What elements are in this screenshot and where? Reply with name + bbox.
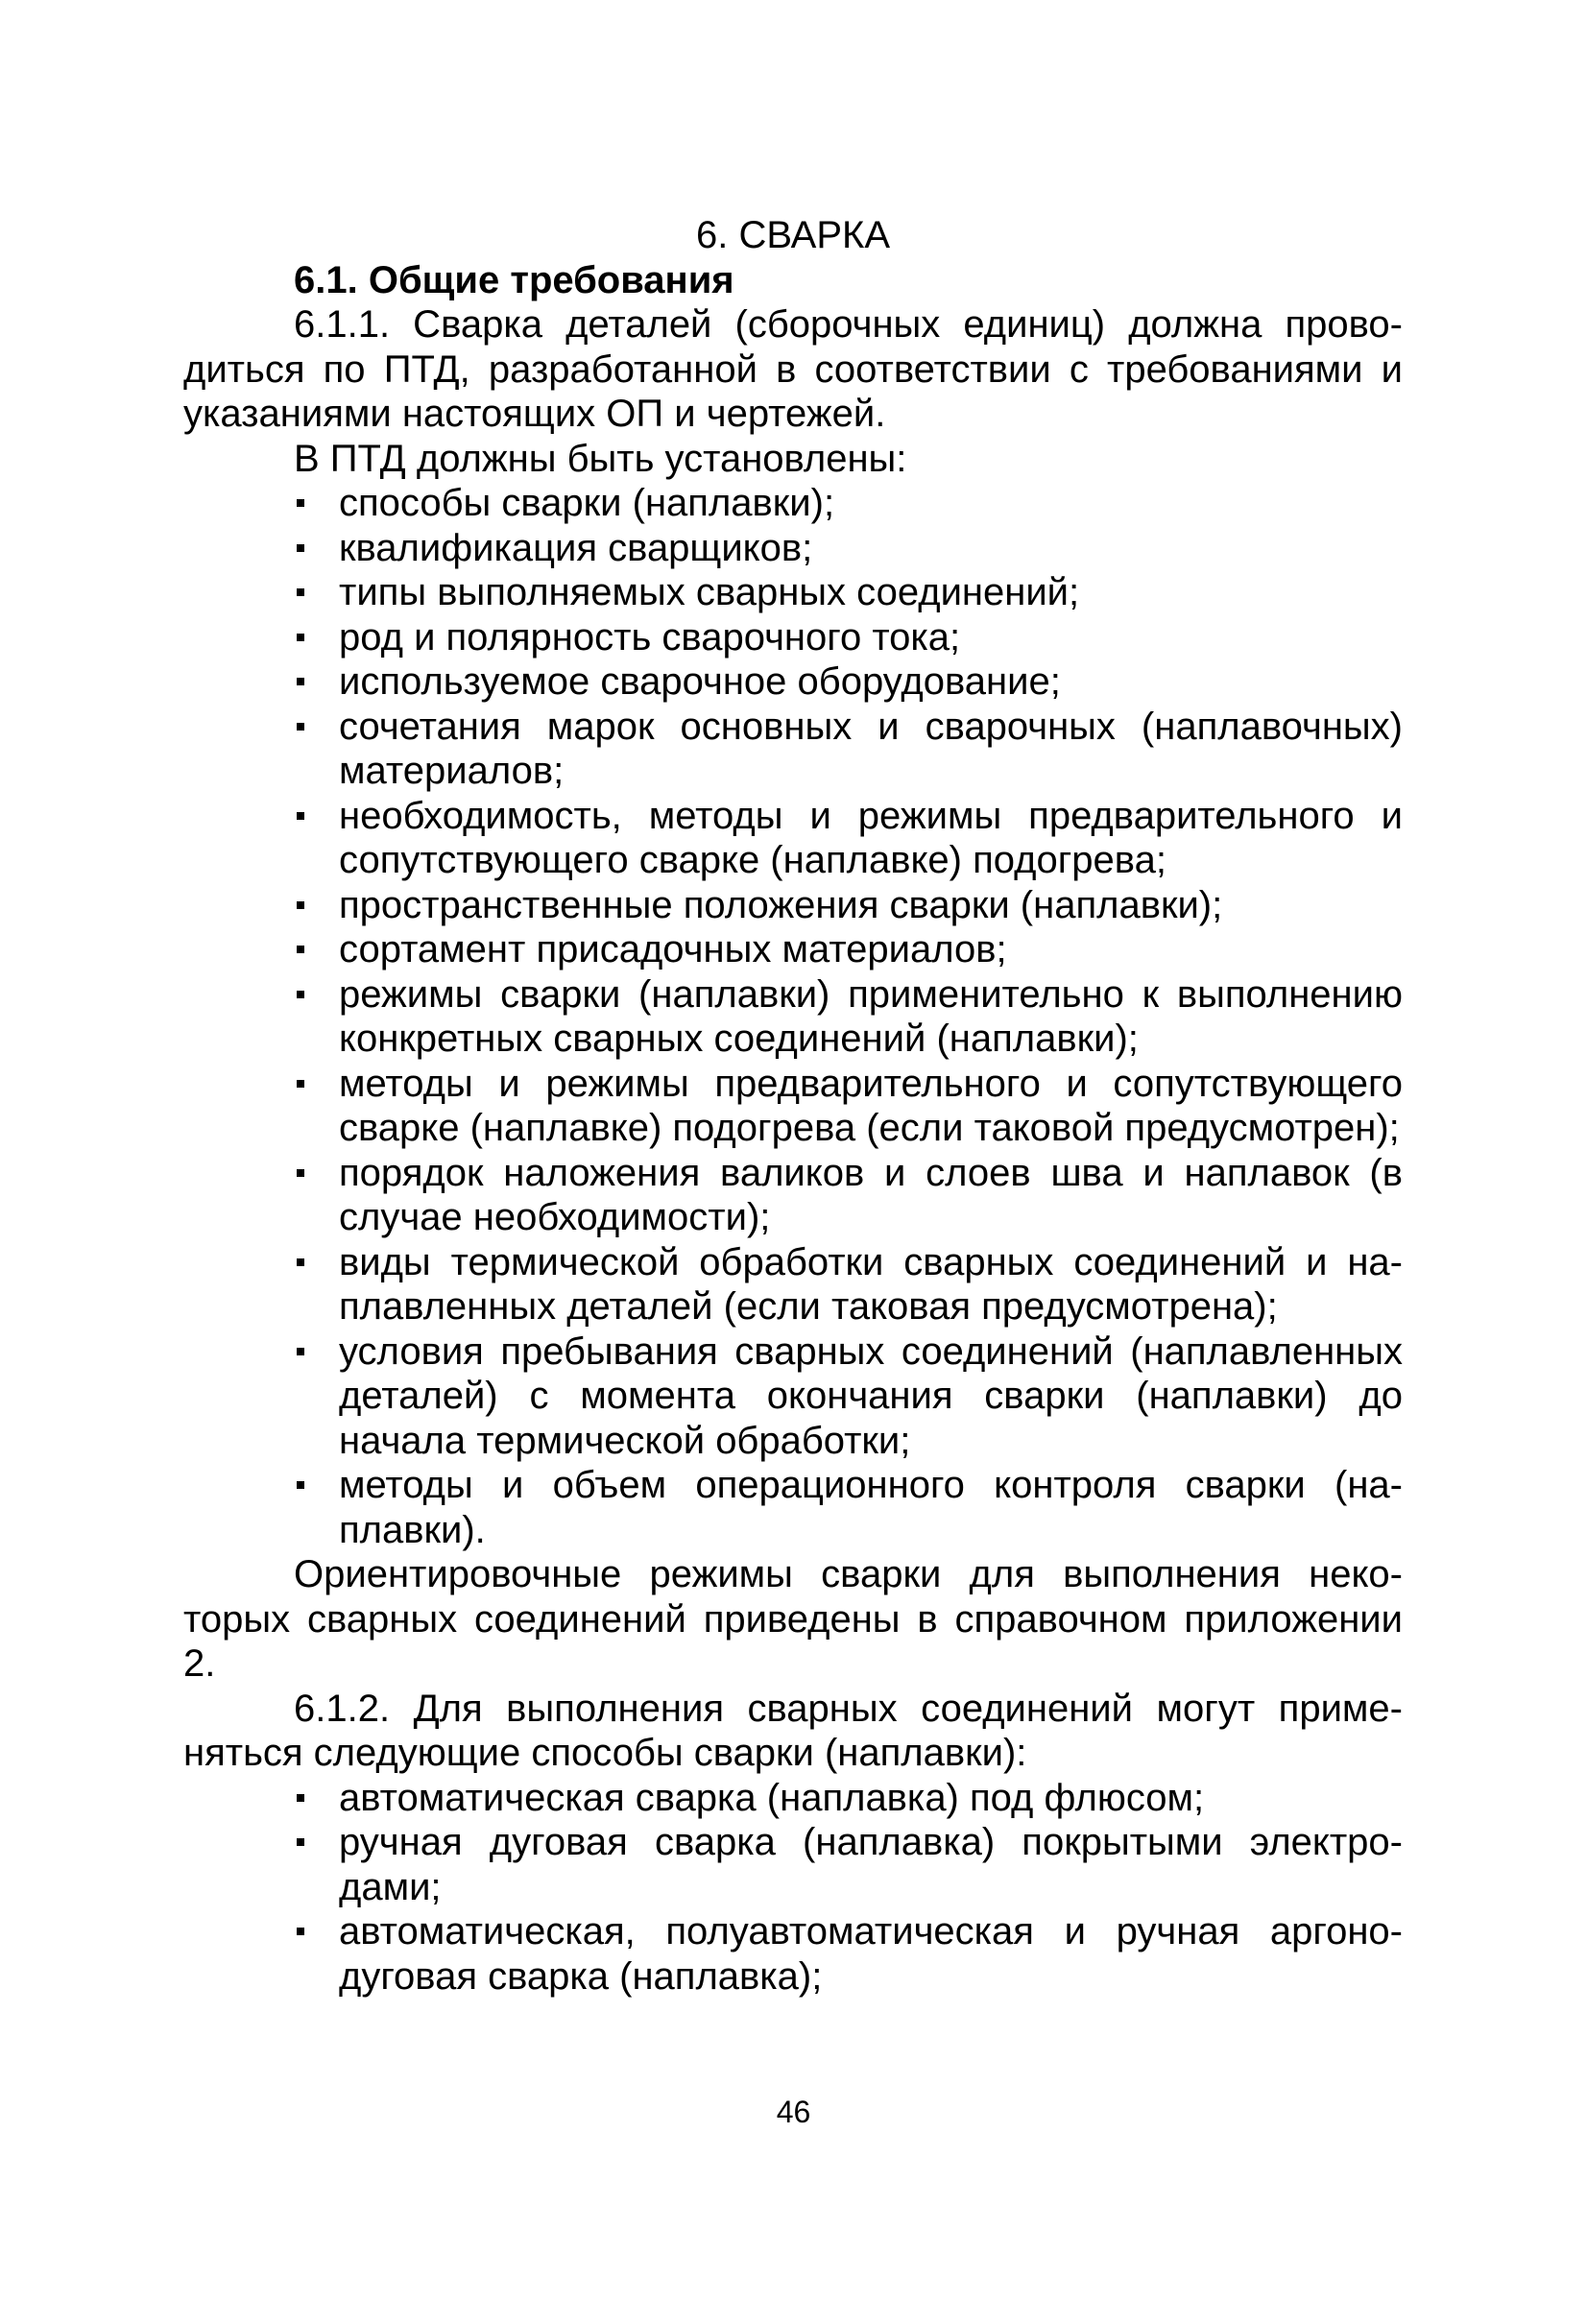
list-item-text: используемое сварочное оборудование; [339,660,1061,703]
list-item [339,1330,1403,1464]
bullet-icon [297,634,304,641]
list-item [339,615,1403,660]
ptd-requirements-list [183,481,1403,1552]
list-item [339,1776,1403,1821]
bullet-icon [297,499,304,507]
bullet-icon [297,588,304,596]
bullet-icon [297,946,304,953]
list-item [339,1820,1403,1909]
list-item [339,1062,1403,1151]
list-item [339,794,1403,883]
bullet-icon [297,901,304,909]
list-item-text: режимы сварки (наплавки) применительно к выполнению конкретных сварных соединений (наплавки); [339,972,1403,1060]
list-item [339,1240,1403,1330]
list-item [339,1909,1403,1999]
orientation-paragraph: Ориентировочные режимы сварки для выполнения некоторых сварных соединений приведены в справочном приложении 2. [183,1553,1403,1685]
list-item-text: методы и объем операционного контроля сварки (наплавки). [339,1464,1403,1551]
list-item [339,481,1403,526]
list-item-text: автоматическая сварка (наплавка) под флюсом; [339,1776,1205,1819]
bullet-icon [297,812,304,820]
list-item-text: пространственные положения сварки (наплавки); [339,883,1223,926]
list-item [339,570,1403,615]
list-item-text: род и полярность сварочного тока; [339,615,961,659]
bullet-icon [297,1348,304,1355]
list-item-text: типы выполняемых сварных соединений; [339,571,1080,613]
list-item [339,927,1403,972]
list-item [339,526,1403,571]
page-number: 46 [776,2095,811,2129]
list-item-text: порядок наложения валиков и слоев шва и наплавок (в случае необходимости); [339,1151,1403,1238]
list-item-text: сочетания марок основных и сварочных (наплавочных) материалов; [339,705,1403,792]
bullet-icon [297,1258,304,1266]
subsection-title: 6.1. Общие требования [294,258,734,301]
welding-methods-list [183,1776,1403,2000]
list-item [339,883,1403,928]
document-page [183,213,1403,1999]
list-item [339,972,1403,1062]
list-item-text: автоматическая, полуавтоматическая и ручная аргонодуговая сварка (наплавка); [339,1910,1403,1998]
paragraph-6-1-1: 6.1.1. Сварка деталей (сборочных единиц) должна проводиться по ПТД, разработанной в соответствии с требованиями и указаниями настоящих ОП и чертежей. [183,303,1403,435]
list-item [339,1463,1403,1552]
list-item-text: необходимость, методы и режимы предварительного и сопутствующего сварке (наплавке) подогрева; [339,794,1403,881]
bullet-icon [297,991,304,998]
bullet-icon [297,678,304,685]
list-item-text: сортамент присадочных материалов; [339,928,1007,970]
bullet-icon [297,1169,304,1177]
bullet-icon [297,1928,304,1935]
section-title: 6. СВАРКА [695,214,891,256]
list-item [339,1151,1403,1240]
list-item [339,659,1403,705]
list-item-text: способы сварки (наплавки); [339,482,835,524]
ptd-intro: В ПТД должны быть установлены: [294,437,907,480]
bullet-icon [297,1794,304,1802]
paragraph-6-1-2: 6.1.2. Для выполнения сварных соединений могут применяться следующие способы сварки (наплавки): [183,1687,1403,1774]
list-item-text: виды термической обработки сварных соединений и наплавленных деталей (если таковая предусмотрена); [339,1240,1403,1328]
list-item-text: квалификация сварщиков; [339,526,813,569]
list-item-text: ручная дуговая сварка (наплавка) покрытыми электродами; [339,1821,1403,1908]
bullet-icon [297,1481,304,1489]
list-item-text: условия пребывания сварных соединений (наплавленных деталей) с момента окончания сварки (наплавки) до начала термической обработки; [339,1330,1403,1462]
bullet-icon [297,1080,304,1088]
list-item [339,705,1403,794]
bullet-icon [297,1838,304,1846]
bullet-icon [297,723,304,731]
bullet-icon [297,544,304,552]
list-item-text: методы и режимы предварительного и сопутствующего сварке (наплавке) подогрева (если таковой предусмотрен); [339,1062,1403,1149]
